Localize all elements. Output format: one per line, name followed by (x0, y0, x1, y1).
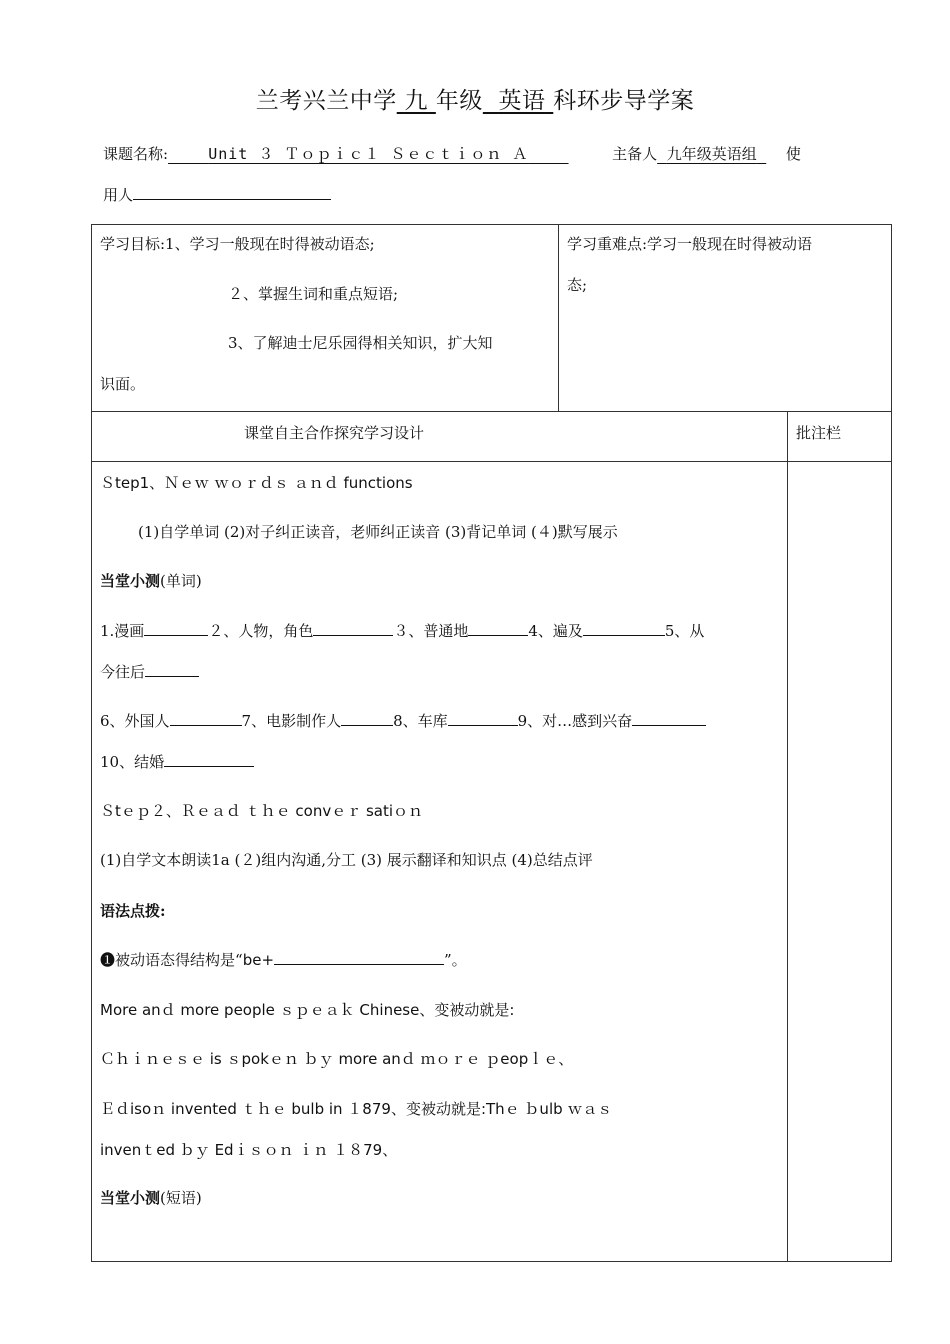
goals-item-3: 3、了解迪士尼乐园得相关知识，扩大知 (228, 334, 493, 352)
course-label: 课题名称: (103, 145, 169, 163)
word-row-3: 10、结婚 (100, 751, 254, 772)
word-row-1-cont: 今往后 (100, 661, 199, 682)
page-title (0, 82, 950, 115)
plan-title: 科环步导学案 (553, 88, 695, 114)
grade-field: 九 (404, 88, 429, 114)
preparer-value: 九年级英语组 (666, 145, 757, 163)
example-1-answer: Ｃｈｉｎｅｓｅ is ｓpokｅｎ ｂｙ more anｄ ｍｏｒｅ ｐeopｌｅ、 (100, 1050, 574, 1068)
key-points: 学习重难点:学习一般现在时得被动语 (567, 235, 813, 253)
goals-item-3-cont: 识面。 (100, 375, 146, 393)
preparer-label: 主备人 (612, 145, 658, 163)
quiz-type: (单词) (160, 572, 202, 590)
design-header-divider (91, 461, 892, 462)
bullet-icon: ❶ (100, 951, 116, 969)
goals-item-2: ２、掌握生词和重点短语; (228, 285, 399, 303)
user-line (103, 183, 331, 205)
grammar-label: 语法点拨: (100, 902, 166, 920)
school-name: 兰考兴兰中学 (255, 88, 397, 114)
user-label-a: 使 (785, 145, 801, 163)
step1-quiz (100, 570, 202, 591)
key-points-cont: 态; (567, 276, 588, 294)
annotation-header: 批注栏 (796, 424, 842, 442)
annotation-column-divider (787, 411, 788, 1262)
example-2-answer: invenｔed ｂｙ Edｉｓｏｎ ｉｎ １８79、 (100, 1141, 398, 1159)
step1-title: Ｓtep1、Ｎｅｗ ｗｏｒｄｓ ａｎｄ functions (100, 474, 413, 492)
step2-quiz: 当堂小测(短语) (100, 1189, 202, 1207)
step1-tasks: (1)自学单词 (2)对子纠正读音，老师纠正读音 (3)背记单词 (４)默写展示 (138, 523, 618, 541)
grade-label: 年级 (435, 88, 483, 114)
course-name: Unit ３ Ｔｏｐｉｃ１ Ｓｅｃｔｉｏｎ Ａ (208, 145, 529, 163)
course-line (103, 143, 801, 164)
step2-title: Ｓtｅｐ２、Ｒｅａｄ ｔｈｅ convｅｒ satiｏｎ (100, 802, 424, 820)
goals-title: 学习目标:1、学习一般现在时得被动语态; (100, 235, 375, 253)
subject-field: 英语 (498, 88, 546, 114)
design-header: 课堂自主合作探究学习设计 (244, 424, 425, 442)
step2-tasks: (1)自学文本朗读1a (２)组内沟通,分工 (3) 展示翻译和知识点 (4)总结点评 (100, 851, 593, 869)
user-blank (133, 183, 331, 200)
example-2: Ｅｄisoｎ invented ｔｈｅ bulb in １879、变被动就是:Thｅ ｂulb ｗａｓ (100, 1100, 613, 1118)
quiz-label: 当堂小测 (100, 572, 161, 590)
example-1: More anｄ more people ｓｐｅａｋ Chinese、变被动就是: (100, 1001, 515, 1019)
passive-structure: ❶被动语态得结构是“be+ ”。 (100, 951, 467, 969)
user-label-b: 用人 (103, 186, 134, 204)
word-row-2: 6、外国人 7、电影制作人 8、车库 9、对…感到兴奋 (100, 710, 706, 731)
goals-divider (558, 224, 559, 412)
word-row-1: 1.漫画 ２、人物，角色 ３、普通地 4、遍及 5、从 (100, 622, 705, 640)
